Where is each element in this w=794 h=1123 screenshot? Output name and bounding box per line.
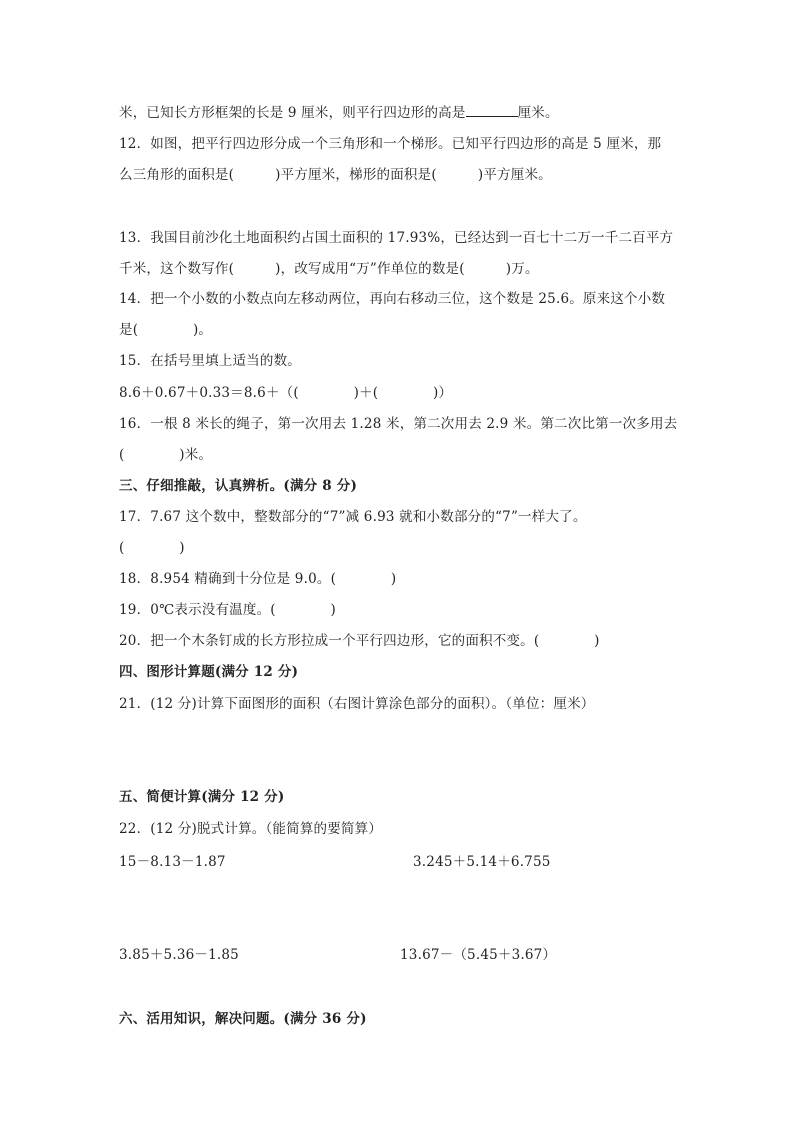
question-15: 15．在括号里填上适当的数。 bbox=[119, 353, 301, 369]
question-17: 17．7.67 这个数中，整数部分的“7”减 6.93 就和小数部分的“7”一样大了。 bbox=[119, 509, 587, 525]
calc-4: 13.67－（5.45＋3.67） bbox=[400, 947, 557, 963]
q11-unit: 厘米。 bbox=[517, 105, 559, 121]
q11-text: 米，已知长方形框架的长是 9 厘米，则平行四边形的高是 bbox=[119, 105, 466, 121]
question-14-line1: 14．把一个小数的小数点向左移动两位，再向右移动三位，这个数是 25.6。原来这个小数 bbox=[119, 291, 666, 307]
question-12-line2: 么三角形的面积是( )平方厘米，梯形的面积是( )平方厘米。 bbox=[119, 167, 552, 183]
section-5-heading: 五、简便计算(满分 12 分) bbox=[119, 789, 285, 805]
section-3-heading: 三、仔细推敲，认真辨析。(满分 8 分) bbox=[119, 478, 358, 494]
section-6-heading: 六、活用知识，解决问题。(满分 36 分) bbox=[119, 1011, 367, 1027]
question-18: 18．8.954 精确到十分位是 9.0。( ) bbox=[119, 571, 397, 587]
question-16-line1: 16．一根 8 米长的绳子，第一次用去 1.28 米，第二次用去 2.9 米。第二次比第一次多用去 bbox=[119, 416, 678, 432]
calc-2: 3.245＋5.14＋6.755 bbox=[413, 854, 551, 870]
question-20: 20．把一个木条钉成的长方形拉成一个平行四边形，它的面积不变。( ) bbox=[119, 633, 600, 649]
section-4-heading: 四、图形计算题(满分 12 分) bbox=[119, 664, 299, 680]
question-22: 22．(12 分)脱式计算。（能简算的要简算） bbox=[119, 821, 383, 837]
question-13-line1: 13．我国目前沙化土地面积约占国土面积的 17.93%，已经达到一百七十二万一千二百平方 bbox=[119, 230, 674, 246]
question-14-line2: 是( )。 bbox=[119, 322, 213, 338]
question-17-answer: ( ) bbox=[119, 540, 185, 556]
question-21: 21．(12 分)计算下面图形的面积（右图计算涂色部分的面积）。（单位：厘米） bbox=[119, 696, 595, 712]
question-12-line1: 12．如图，把平行四边形分成一个三角形和一个梯形。已知平行四边形的高是 5 厘米，那 bbox=[119, 136, 662, 152]
question-13-line2: 千米，这个数写作( )，改写成用“万”作单位的数是( )万。 bbox=[119, 261, 539, 277]
answer-blank[interactable] bbox=[466, 104, 518, 117]
calc-3: 3.85＋5.36－1.85 bbox=[119, 947, 239, 963]
question-11-tail bbox=[119, 104, 559, 122]
question-16-line2: ( )米。 bbox=[119, 447, 213, 463]
question-19: 19．0℃表示没有温度。( ) bbox=[119, 602, 337, 618]
question-15-expression: 8.6＋0.67＋0.33＝8.6＋（( )＋( )） bbox=[119, 385, 453, 401]
calc-1: 15－8.13－1.87 bbox=[119, 854, 226, 870]
